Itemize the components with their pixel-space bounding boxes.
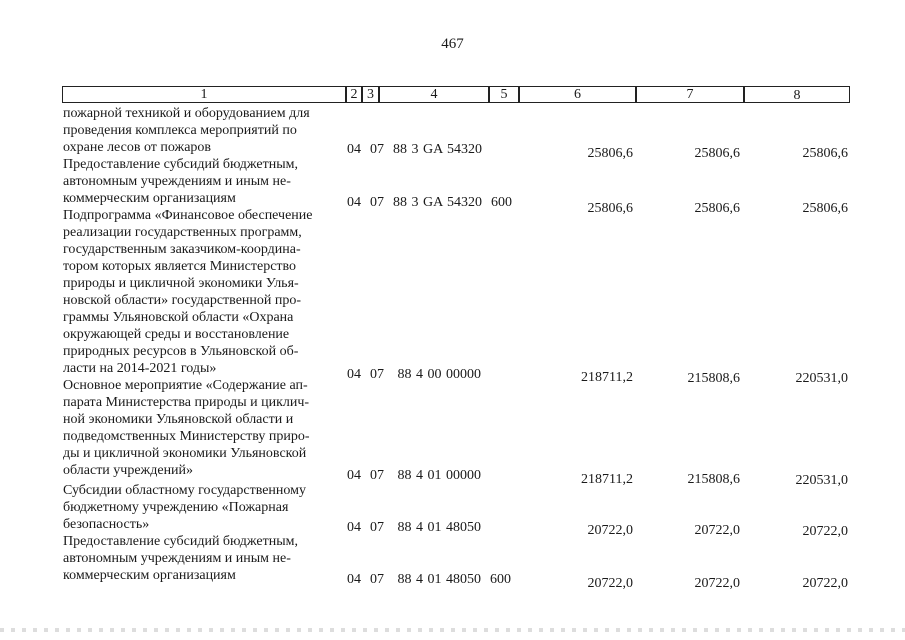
row-value-col7: 215808,6 — [687, 371, 740, 386]
row-name — [63, 377, 341, 479]
row-name-line: Подпрограмма «Финансовое обеспечение — [63, 208, 313, 223]
row-code: 04 07 88 4 01 48050 — [347, 520, 481, 535]
header-label-4: 4 — [430, 87, 438, 102]
row-code: 04 07 88 4 01 48050 600 — [347, 572, 511, 587]
row-code: 04 07 88 4 00 00000 — [347, 367, 481, 382]
row-value-col8: 220531,0 — [795, 371, 848, 386]
row-value-col7: 25806,6 — [694, 201, 740, 216]
row-name-line: ласти на 2014-2021 годы» — [63, 361, 217, 376]
row-value-col8: 25806,6 — [802, 201, 848, 216]
header-label-1: 1 — [200, 87, 208, 102]
row-name — [63, 105, 341, 156]
row-value-col7: 20722,0 — [694, 576, 740, 591]
header-label-5: 5 — [500, 87, 508, 102]
row-value-col8: 20722,0 — [802, 576, 848, 591]
header-label-6: 6 — [574, 87, 581, 102]
header-label-2: 2 — [350, 87, 358, 102]
row-name-line: парата Министерства природы и циклич- — [63, 395, 310, 410]
row-value-col6: 25806,6 — [587, 201, 633, 216]
row-value-col7: 20722,0 — [694, 523, 740, 538]
row-name-line: граммы Ульяновской области «Охрана — [63, 310, 294, 325]
row-name — [63, 156, 341, 207]
row-code: 04 07 88 3 GA 54320 600 — [347, 195, 512, 210]
row-name-line: коммерческим организациям — [63, 568, 236, 583]
row-name-line: бюджетному учреждению «Пожарная — [63, 500, 289, 515]
row-name-line: коммерческим организациям — [63, 191, 236, 206]
row-name-line: тором которых является Министерство — [63, 259, 297, 274]
row-name-line: ды и цикличной экономики Ульяновской — [63, 446, 307, 461]
scan-artifact-line — [0, 628, 905, 632]
row-name-line: ной экономики Ульяновской области и — [63, 412, 294, 427]
row-name-line: реализации государственных программ, — [63, 225, 302, 240]
header-label-8: 8 — [793, 88, 801, 103]
row-name-line: окружающей среды и восстановление — [63, 327, 290, 342]
row-name-line: государственным заказчиком-координа- — [63, 242, 301, 257]
row-value-col6: 20722,0 — [587, 576, 633, 591]
row-name-line: Субсидии областному государственному — [63, 483, 307, 498]
row-name-line: автономным учреждениям и иным не- — [63, 174, 291, 189]
row-name — [63, 533, 341, 584]
row-value-col6: 25806,6 — [587, 146, 633, 161]
row-name — [63, 482, 341, 533]
row-name-line: подведомственных Министерству приро- — [63, 429, 310, 444]
row-code: 04 07 88 3 GA 54320 — [347, 142, 482, 157]
row-value-col7: 215808,6 — [687, 472, 740, 487]
row-name-line: автономным учреждениям и иным не- — [63, 551, 291, 566]
row-value-col8: 25806,6 — [802, 146, 848, 161]
row-name-line: области учреждений» — [63, 463, 194, 478]
row-value-col7: 25806,6 — [694, 146, 740, 161]
row-name-line: Основное мероприятие «Содержание ап- — [63, 378, 308, 393]
row-name-line: охране лесов от пожаров — [63, 140, 212, 155]
row-name-line: проведения комплекса мероприятий по — [63, 123, 297, 138]
row-name-line: Предоставление субсидий бюджетным, — [63, 534, 299, 549]
row-name-line: новской области» государственной про- — [63, 293, 302, 308]
row-name-line: природных ресурсов в Ульяновской об- — [63, 344, 299, 359]
row-value-col6: 218711,2 — [581, 472, 633, 487]
header-label-3: 3 — [367, 87, 374, 102]
row-name-line: пожарной техникой и оборудованием для — [63, 106, 310, 121]
page-number: 467 — [441, 36, 464, 52]
row-code: 04 07 88 4 01 00000 — [347, 468, 481, 483]
row-name-line: безопасность» — [63, 517, 150, 532]
row-value-col8: 220531,0 — [795, 473, 848, 488]
row-value-col6: 20722,0 — [587, 523, 633, 538]
table-header — [62, 86, 850, 103]
header-label-7: 7 — [686, 87, 694, 102]
row-value-col6: 218711,2 — [581, 370, 633, 385]
row-name-line: природы и цикличной экономики Улья- — [63, 276, 299, 291]
row-value-col8: 20722,0 — [802, 524, 848, 539]
row-name-line: Предоставление субсидий бюджетным, — [63, 157, 299, 172]
row-name — [63, 207, 341, 377]
